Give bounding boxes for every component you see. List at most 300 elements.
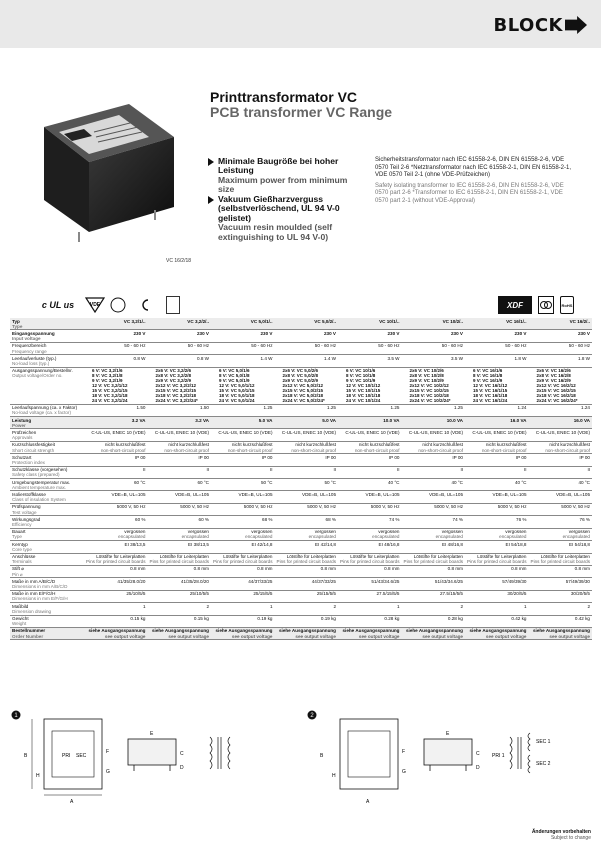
table-cell: 6 V: VC 10/1/6 8 V: VC 10/1/8 9 V: VC 10/1/9 12 V: VC 10/1/12 15 V: VC 10/1/15 18 V: VC 10/1/18 24 V: VC 10/1/24 — [338, 367, 402, 404]
row-label-en: Ambient temperature max. — [12, 484, 67, 490]
brand-logo — [493, 14, 587, 36]
table-cell: II — [402, 466, 466, 478]
table-cell: 5000 V, 50 Hz — [84, 503, 148, 515]
photo-caption: VC 16/2/18 — [166, 258, 192, 264]
table-cell: 41/35/28.0/20 — [148, 578, 212, 590]
row-label — [10, 627, 84, 639]
row-label-de: Ausgangsspannung/Bestellnr. — [12, 368, 73, 374]
drawing-2-sec1: SEC 1 — [536, 739, 551, 745]
row-label-de: Kurzschlussfestigkeit — [12, 442, 55, 448]
row-label-de: Frequenzbereich — [12, 343, 47, 349]
row-label-de: Stift ⌀ — [12, 566, 24, 572]
drawing-2-letter-b: B — [320, 753, 324, 759]
feature-1-de: Minimale Baugröße bei hoher Leistung — [218, 156, 339, 176]
table-cell: nicht kurzschlußfest non-short-circuit proof — [275, 441, 339, 453]
table-cell: VC 10/2/.. — [402, 318, 466, 330]
table-cell: vergossen encapsulated — [211, 528, 275, 540]
drawing-2-letter-a: A — [366, 799, 370, 805]
row-label — [10, 603, 84, 615]
table-cell: IP 00 — [402, 454, 466, 466]
table-cell: siehe Ausgangsspannung see output voltage — [402, 627, 466, 639]
spec-table — [10, 318, 592, 640]
title-english: PCB transformer VC Range — [210, 104, 393, 120]
row-label — [10, 355, 84, 367]
table-row — [10, 578, 592, 590]
table-row — [10, 516, 592, 528]
brand-arrow-icon — [565, 16, 587, 34]
table-cell: 230 V — [529, 330, 593, 342]
feature-1 — [208, 157, 358, 195]
table-cell: 50 - 60 Hz — [338, 342, 402, 354]
table-cell: Lötstifte für Leiterplatten Pins for printed circuit boards — [149, 554, 209, 565]
table-cell: II — [211, 466, 275, 478]
table-cell: 1.24 — [465, 404, 529, 416]
table-cell: 74 % — [402, 516, 466, 528]
drawing-2-letter-d: D — [476, 765, 480, 771]
gs-mark-icon — [166, 296, 180, 314]
table-cell: 0.19 kg — [211, 615, 275, 627]
drawing-1-letter-d: D — [180, 765, 184, 771]
table-row — [10, 466, 592, 478]
table-row — [10, 590, 592, 602]
table-cell: 6 V: VC 3,2/1/6 8 V: VC 3,2/1/8 9 V: VC 3,2/1/9 12 V: VC 3,2/1/12 15 V: VC 3,2/1/15 18 V: VC 3,2/1/18 24 V: VC 3,2/1/24 — [84, 367, 148, 404]
table-cell: siehe Ausgangsspannung see output voltage — [529, 627, 593, 639]
table-cell: 2 — [402, 603, 466, 615]
standards-de: Sicherheitstransformator nach IEC 61558-2-6, DIN EN 61558-2-6, VDE 0570 Teil 2-6 *Netztransformator nach IEC 61558-2-1, DIN EN 61558-2-1, VDE 0570 Teil 2-1 (ohne VDE-Prüfzeichen) — [375, 157, 571, 179]
table-cell: II — [84, 466, 148, 478]
table-cell: 0.15 kg — [84, 615, 148, 627]
table-cell: 0.28 kg — [402, 615, 466, 627]
row-label — [10, 417, 84, 429]
drawing-2-letter-g: G — [402, 769, 406, 775]
table-cell: 16.0 VA — [529, 417, 593, 429]
table-cell: 1.25 — [338, 404, 402, 416]
table-cell: 25/10/5/5 — [84, 590, 148, 602]
row-label-de: Anschlüsse — [12, 554, 36, 559]
table-cell: 1.50 — [148, 404, 212, 416]
bullet-arrow-icon — [208, 158, 214, 166]
table-cell: 76 % — [465, 516, 529, 528]
table-cell: IP 00 — [465, 454, 529, 466]
row-label-de: Leerlaufspannung (ca. x Faktor) — [12, 405, 78, 411]
drawing-1-letter-b: B — [24, 753, 28, 759]
table-cell: 50 - 60 Hz — [529, 342, 593, 354]
table-cell: 27.5/15/5/5 — [402, 590, 466, 602]
table-row — [10, 491, 592, 503]
table-cell: nicht kurzschlußfest non-short-circuit proof — [84, 441, 148, 453]
table-cell: 1.8 W — [465, 355, 529, 367]
table-cell: 68 % — [211, 516, 275, 528]
row-label — [10, 342, 84, 354]
table-cell: 0.8 W — [84, 355, 148, 367]
drawing-2-sec2: SEC 2 — [536, 761, 551, 767]
table-cell: vergossen encapsulated — [338, 528, 402, 540]
table-cell: 40 °C — [338, 479, 402, 491]
table-cell: VDE=B, UL=105 — [148, 491, 212, 503]
table-cell: 1.25 — [211, 404, 275, 416]
table-cell: siehe Ausgangsspannung see output voltage — [211, 627, 275, 639]
feature-2-en: Vacuum resin moulded (self extinguishing to UL 94 V-0) — [218, 222, 333, 242]
row-label — [10, 466, 84, 478]
table-cell: 6 V: VC 16/1/6 8 V: VC 16/1/8 9 V: VC 16/1/9 12 V: VC 16/1/12 15 V: VC 16/1/15 18 V: VC 16/1/18 24 V: VC 16/1/24 — [465, 367, 529, 404]
table-cell: 2 — [275, 603, 339, 615]
table-cell: Lötstifte für Leiterplatten Pins for printed circuit boards — [86, 554, 146, 565]
table-cell: 0.15 kg — [148, 615, 212, 627]
table-cell: VDE=B, UL=105 — [211, 491, 275, 503]
table-cell: 230 V — [84, 330, 148, 342]
table-cell: 0.42 kg — [529, 615, 593, 627]
row-label-de: Maßbild — [12, 603, 29, 609]
table-cell: 1 — [84, 603, 148, 615]
table-cell: 1 — [465, 603, 529, 615]
vde-mark-icon — [84, 296, 130, 314]
table-cell: Lötstifte für Leiterplatten Pins for printed circuit boards — [467, 554, 527, 565]
table-cell: 68 % — [275, 516, 339, 528]
table-cell: 51/43/34.6/25 — [338, 578, 402, 590]
table-cell: II — [275, 466, 339, 478]
row-label-de: Eingangsspannung — [12, 330, 55, 336]
row-label — [10, 491, 84, 503]
table-cell: siehe Ausgangsspannung see output voltage — [275, 627, 339, 639]
table-cell: 5000 V, 50 Hz — [211, 503, 275, 515]
xdf-logo-icon: XDF — [498, 296, 532, 314]
table-cell: siehe Ausgangsspannung see output voltage — [84, 627, 148, 639]
table-cell: Lötstifte für Leiterplatten Pins for printed circuit boards — [213, 554, 273, 565]
drawing-1-letter-e: E — [150, 731, 154, 737]
table-cell: nicht kurzschlußfest non-short-circuit proof — [465, 441, 529, 453]
table-cell: 50 °C — [275, 479, 339, 491]
row-label-en: No-load voltage (ca. x factor) — [12, 410, 71, 416]
table-cell: 60 °C — [84, 479, 148, 491]
table-cell: 0.8 mm — [338, 565, 402, 577]
table-row — [10, 454, 592, 466]
row-label — [10, 503, 84, 515]
table-cell: 2x6 V: VC 16/2/6 2x8 V: VC 16/2/8 2x9 V: VC 16/2/9 2x12 V: VC 16/2/12 2x15 V: VC 16/2/15 2x18 V: VC 16/2/18 2x24 V: VC 16/2/24* — [529, 367, 593, 404]
table-cell: 3.2 VA — [84, 417, 148, 429]
footer-note — [532, 829, 591, 841]
row-label-de: Schutzart — [12, 454, 32, 460]
table-cell: 1.24 — [529, 404, 593, 416]
table-cell: 0.8 mm — [211, 565, 275, 577]
table-cell: VDE=B, UL=105 — [529, 491, 593, 503]
table-cell: vergossen encapsulated — [275, 528, 339, 540]
table-cell: 1.4 W — [211, 355, 275, 367]
table-cell: 57/49/39/30 — [529, 578, 593, 590]
table-row — [10, 627, 592, 639]
table-cell: EI 42/14,8 — [275, 541, 339, 553]
feature-2-de: Vakuum Gießharzverguss (selbstverlöschend, UL 94 V-0 gelistet) — [218, 194, 340, 223]
table-cell: IP 00 — [275, 454, 339, 466]
table-cell: 50 - 60 Hz — [465, 342, 529, 354]
row-label — [10, 454, 84, 466]
table-row — [10, 429, 592, 441]
table-cell: IP 00 — [338, 454, 402, 466]
table-cell: IP 00 — [148, 454, 212, 466]
certification-marks — [38, 296, 578, 316]
table-cell: 1.50 — [84, 404, 148, 416]
table-cell: 10.0 VA — [338, 417, 402, 429]
table-cell: 6 V: VC 5,0/1/6 8 V: VC 5,0/1/8 9 V: VC 5,0/1/9 12 V: VC 5,0/1/12 15 V: VC 5,0/1/15 18 V: VC 5,0/1/18 24 V: VC 5,0/1/24 — [211, 367, 275, 404]
row-label-de: Leistung — [12, 417, 32, 423]
row-label-en: Dimension drawing — [12, 608, 52, 614]
table-cell: 5.0 VA — [275, 417, 339, 429]
table-cell: VC 5,0/2/.. — [275, 318, 339, 330]
row-label-en: Weight — [12, 621, 27, 627]
table-cell: vergossen encapsulated — [84, 528, 148, 540]
row-label-en: Protection index — [12, 459, 45, 465]
table-cell: 50 - 60 Hz — [211, 342, 275, 354]
table-cell: 30/20/5/5 — [529, 590, 593, 602]
table-row — [10, 318, 592, 330]
row-label-en: Frequency range — [12, 348, 47, 354]
table-cell: 27.5/15/5/5 — [338, 590, 402, 602]
table-cell: 0.8 mm — [529, 565, 593, 577]
table-cell: EI 48/16,8 — [338, 541, 402, 553]
table-cell: 1.8 W — [529, 355, 593, 367]
table-cell: VC 16/2/.. — [529, 318, 593, 330]
table-cell: EI 38/13,5 — [84, 541, 148, 553]
table-cell: 230 V — [465, 330, 529, 342]
row-label-en: Test voltage — [12, 509, 37, 515]
row-label — [10, 565, 84, 577]
dimension-drawing-1 — [10, 709, 290, 819]
table-cell: 230 V — [338, 330, 402, 342]
table-cell: 0.8 mm — [465, 565, 529, 577]
row-label-de: Schutzklasse (vorgesehen) — [12, 467, 68, 473]
row-label — [10, 441, 84, 453]
table-cell: 57/49/39/30 — [465, 578, 529, 590]
table-cell: vergossen encapsulated — [402, 528, 466, 540]
row-label-en: Class of insulation System — [12, 497, 66, 503]
table-cell: 0.8 mm — [275, 565, 339, 577]
table-cell: C-UL-US, ENEC 10 (VDE) — [402, 429, 466, 441]
drawing-2-letter-h: H — [332, 773, 336, 779]
table-cell: 50 - 60 Hz — [148, 342, 212, 354]
row-label-de: Prüfspannung — [12, 504, 41, 510]
table-cell: VC 3,2/2/.. — [148, 318, 212, 330]
table-cell: 40 °C — [465, 479, 529, 491]
table-cell: 30/20/5/5 — [465, 590, 529, 602]
footer-en: Subject to change — [550, 835, 591, 841]
table-cell: C-UL-US, ENEC 10 (VDE) — [211, 429, 275, 441]
row-label-de: Kerntyp — [12, 541, 28, 547]
row-label — [10, 330, 84, 342]
table-cell: nicht kurzschlußfest non-short-circuit proof — [148, 441, 212, 453]
table-cell: VC 10/1/.. — [338, 318, 402, 330]
table-cell: 1 — [211, 603, 275, 615]
row-label-de: Maße in mm E/F/G/H — [12, 591, 56, 597]
row-label-de: Prüfzeichen — [12, 429, 37, 435]
table-cell: Lötstifte für Leiterplatten Pins for printed circuit boards — [530, 554, 590, 565]
table-cell: VDE=B, UL=105 — [338, 491, 402, 503]
table-cell: 230 V — [275, 330, 339, 342]
table-cell: II — [338, 466, 402, 478]
table-cell: 44/37/33/25 — [211, 578, 275, 590]
table-cell: 0.8 mm — [84, 565, 148, 577]
feature-1-en: Maximum power from minimum size — [218, 174, 348, 195]
table-cell: C-UL-US, ENEC 10 (VDE) — [338, 429, 402, 441]
table-cell: 5000 V, 50 Hz — [338, 503, 402, 515]
drawing-1-pri: PRI — [62, 753, 71, 759]
table-cell: siehe Ausgangsspannung see output voltage — [465, 627, 529, 639]
standards-text — [375, 157, 575, 206]
table-cell: 10.0 VA — [402, 417, 466, 429]
row-label-en: Terminals — [12, 559, 32, 565]
row-label-en: Dimensions in mm A/B/C/D — [12, 584, 68, 590]
table-cell: 50 °C — [211, 479, 275, 491]
row-label-en: Pin ⌀ — [12, 571, 23, 577]
table-cell: C-UL-US, ENEC 10 (VDE) — [529, 429, 593, 441]
row-label-en: Short circuit strength — [12, 447, 55, 453]
table-cell: 230 V — [211, 330, 275, 342]
table-cell: 230 V — [402, 330, 466, 342]
row-label — [10, 479, 84, 491]
drawing-1-letter-a: A — [70, 799, 74, 805]
rohs-mark-icon: RoHS — [560, 296, 574, 314]
brand-name: BLOCK — [493, 14, 563, 36]
table-cell: 5000 V, 50 Hz — [529, 503, 593, 515]
table-cell: 5000 V, 50 Hz — [465, 503, 529, 515]
table-cell: VC 3,2/1/.. — [84, 318, 148, 330]
table-row — [10, 528, 592, 540]
row-label — [10, 429, 84, 441]
drawing-1-letter-g: G — [106, 769, 110, 775]
table-row — [10, 603, 592, 615]
table-cell: C-UL-US, ENEC 10 (VDE) — [84, 429, 148, 441]
table-cell: Lötstifte für Leiterplatten Pins for printed circuit boards — [340, 554, 400, 565]
row-label-en: Dimensions in mm E/F/G/H — [12, 596, 68, 602]
table-cell: EI 54/18,8 — [465, 541, 529, 553]
table-cell: 0.8 mm — [148, 565, 212, 577]
row-label-en: Type — [12, 323, 23, 329]
table-cell: 5000 V, 50 Hz — [275, 503, 339, 515]
footer-de: Änderungen vorbehalten — [531, 829, 591, 835]
table-cell: 5.0 VA — [211, 417, 275, 429]
table-cell: IP 00 — [84, 454, 148, 466]
row-label — [10, 578, 84, 590]
table-cell: IP 00 — [211, 454, 275, 466]
table-row — [10, 479, 592, 491]
vde-mark-text: VDE — [89, 302, 101, 308]
row-label — [10, 404, 84, 416]
table-cell: vergossen encapsulated — [148, 528, 212, 540]
row-label-en: Safety class (prepared) — [12, 472, 60, 478]
drawing-2-letter-f: F — [402, 749, 406, 755]
table-cell: 44/37/33/25 — [275, 578, 339, 590]
table-cell: C-UL-US, ENEC 10 (VDE) — [275, 429, 339, 441]
table-cell: 74 % — [338, 516, 402, 528]
row-label-de: Typ — [12, 318, 20, 324]
table-cell: siehe Ausgangsspannung see output voltage — [338, 627, 402, 639]
table-row — [10, 417, 592, 429]
drawing-2-number: 2 — [310, 713, 314, 719]
row-label — [10, 541, 84, 553]
table-cell: nicht kurzschlußfest non-short-circuit proof — [402, 441, 466, 453]
row-label-de: Maße in mm A/B/C/D — [12, 578, 56, 584]
ce-mark-icon — [138, 296, 150, 314]
drawing-1-letter-f: F — [106, 749, 110, 755]
row-label-en: Type — [12, 534, 22, 540]
table-cell: 5000 V, 50 Hz — [148, 503, 212, 515]
table-cell: 41/35/28.0/20 — [84, 578, 148, 590]
row-label — [10, 318, 84, 330]
drawing-1-letter-c: C — [180, 751, 184, 757]
table-cell: 50 - 60 Hz — [275, 342, 339, 354]
table-cell: 5000 V, 50 Hz — [402, 503, 466, 515]
row-label-en: Output voltage/Order no. — [12, 373, 63, 379]
table-cell: 1.25 — [402, 404, 466, 416]
table-cell: II — [529, 466, 593, 478]
table-cell: Lötstifte für Leiterplatten Pins for printed circuit boards — [403, 554, 463, 565]
row-label-en: Approvals — [12, 435, 33, 441]
row-label-de: Umgebungstemperatur max. — [12, 479, 71, 485]
table-row-output-voltage — [10, 367, 592, 404]
table-cell: 3.5 W — [402, 355, 466, 367]
table-cell: nicht kurzschlußfest non-short-circuit proof — [211, 441, 275, 453]
table-row — [10, 615, 592, 627]
table-row — [10, 553, 592, 565]
row-label-de: Wirkungsgrad — [12, 516, 41, 522]
ul-mark-icon: c UL us — [41, 300, 75, 310]
dimension-drawing-2 — [306, 709, 591, 819]
table-cell: 60 % — [148, 516, 212, 528]
row-label — [10, 528, 84, 540]
table-cell: 0.19 kg — [275, 615, 339, 627]
table-cell: 25/15/5/5 — [275, 590, 339, 602]
table-cell: EI 42/14,8 — [211, 541, 275, 553]
table-cell: 0.42 kg — [465, 615, 529, 627]
table-cell: 40 °C — [529, 479, 593, 491]
table-cell: EI 54/18,8 — [529, 541, 593, 553]
table-cell: 60 °C — [148, 479, 212, 491]
transformer-symbol-icon — [538, 296, 554, 314]
table-cell: VDE=B, UL=105 — [402, 491, 466, 503]
table-cell: IP 00 — [529, 454, 593, 466]
drawing-2-pri: PRI 1 — [492, 753, 505, 759]
row-label-en: Efficiency — [12, 521, 32, 527]
table-cell: 0.8 W — [148, 355, 212, 367]
table-row — [10, 404, 592, 416]
table-row — [10, 503, 592, 515]
table-cell: 2x6 V: VC 3,2/2/6 2x8 V: VC 3,2/2/8 2x9 V: VC 3,2/2/9 2x12 V: VC 3,2/2/12 2x15 V: VC 3,2/2/15 2x18 V: VC 3,2/2/18 2x24 V: VC 3,2/2/24* — [148, 367, 212, 404]
drawing-1-letter-h: H — [36, 773, 40, 779]
drawing-1-number: 1 — [14, 713, 18, 719]
row-label-de: Leerlaufverluste (typ.) — [12, 355, 57, 361]
table-cell: 2x6 V: VC 10/2/6 2x8 V: VC 10/2/8 2x9 V: VC 10/2/9 2x12 V: VC 10/2/12 2x15 V: VC 10/2/15 2x18 V: VC 10/2/18 2x24 V: VC 10/2/24* — [402, 367, 466, 404]
row-label-de: Isolierstoffklasse — [12, 491, 46, 497]
table-cell: 76 % — [529, 516, 593, 528]
table-cell: 51/43/34.6/25 — [402, 578, 466, 590]
table-cell: 16.0 VA — [465, 417, 529, 429]
row-label-de: Bauart — [12, 529, 26, 535]
row-label-en: Input voltage — [12, 336, 41, 342]
table-cell: VDE=B, UL=105 — [275, 491, 339, 503]
table-cell: vergossen encapsulated — [529, 528, 593, 540]
standards-en: Safety isolating transformer to IEC 61558-2-6, DIN EN 61558-2-6, VDE 0570 part 2-6 *Transformer to IEC 61558-2-1, DIN EN 61558-2-1, VDE 0570 part 2-1 (without VDE-Approval) — [375, 182, 564, 204]
row-label — [10, 367, 84, 404]
table-row — [10, 441, 592, 453]
table-cell: II — [148, 466, 212, 478]
row-label — [10, 615, 84, 627]
row-label-en: Order Number — [12, 633, 44, 639]
table-cell: C-UL-US, ENEC 10 (VDE) — [148, 429, 212, 441]
table-cell: 25/15/5/5 — [211, 590, 275, 602]
table-cell: Lötstifte für Leiterplatten Pins for printed circuit boards — [276, 554, 336, 565]
table-row — [10, 342, 592, 354]
table-cell: siehe Ausgangsspannung see output voltage — [148, 627, 212, 639]
table-row — [10, 565, 592, 577]
product-photo — [34, 82, 184, 252]
